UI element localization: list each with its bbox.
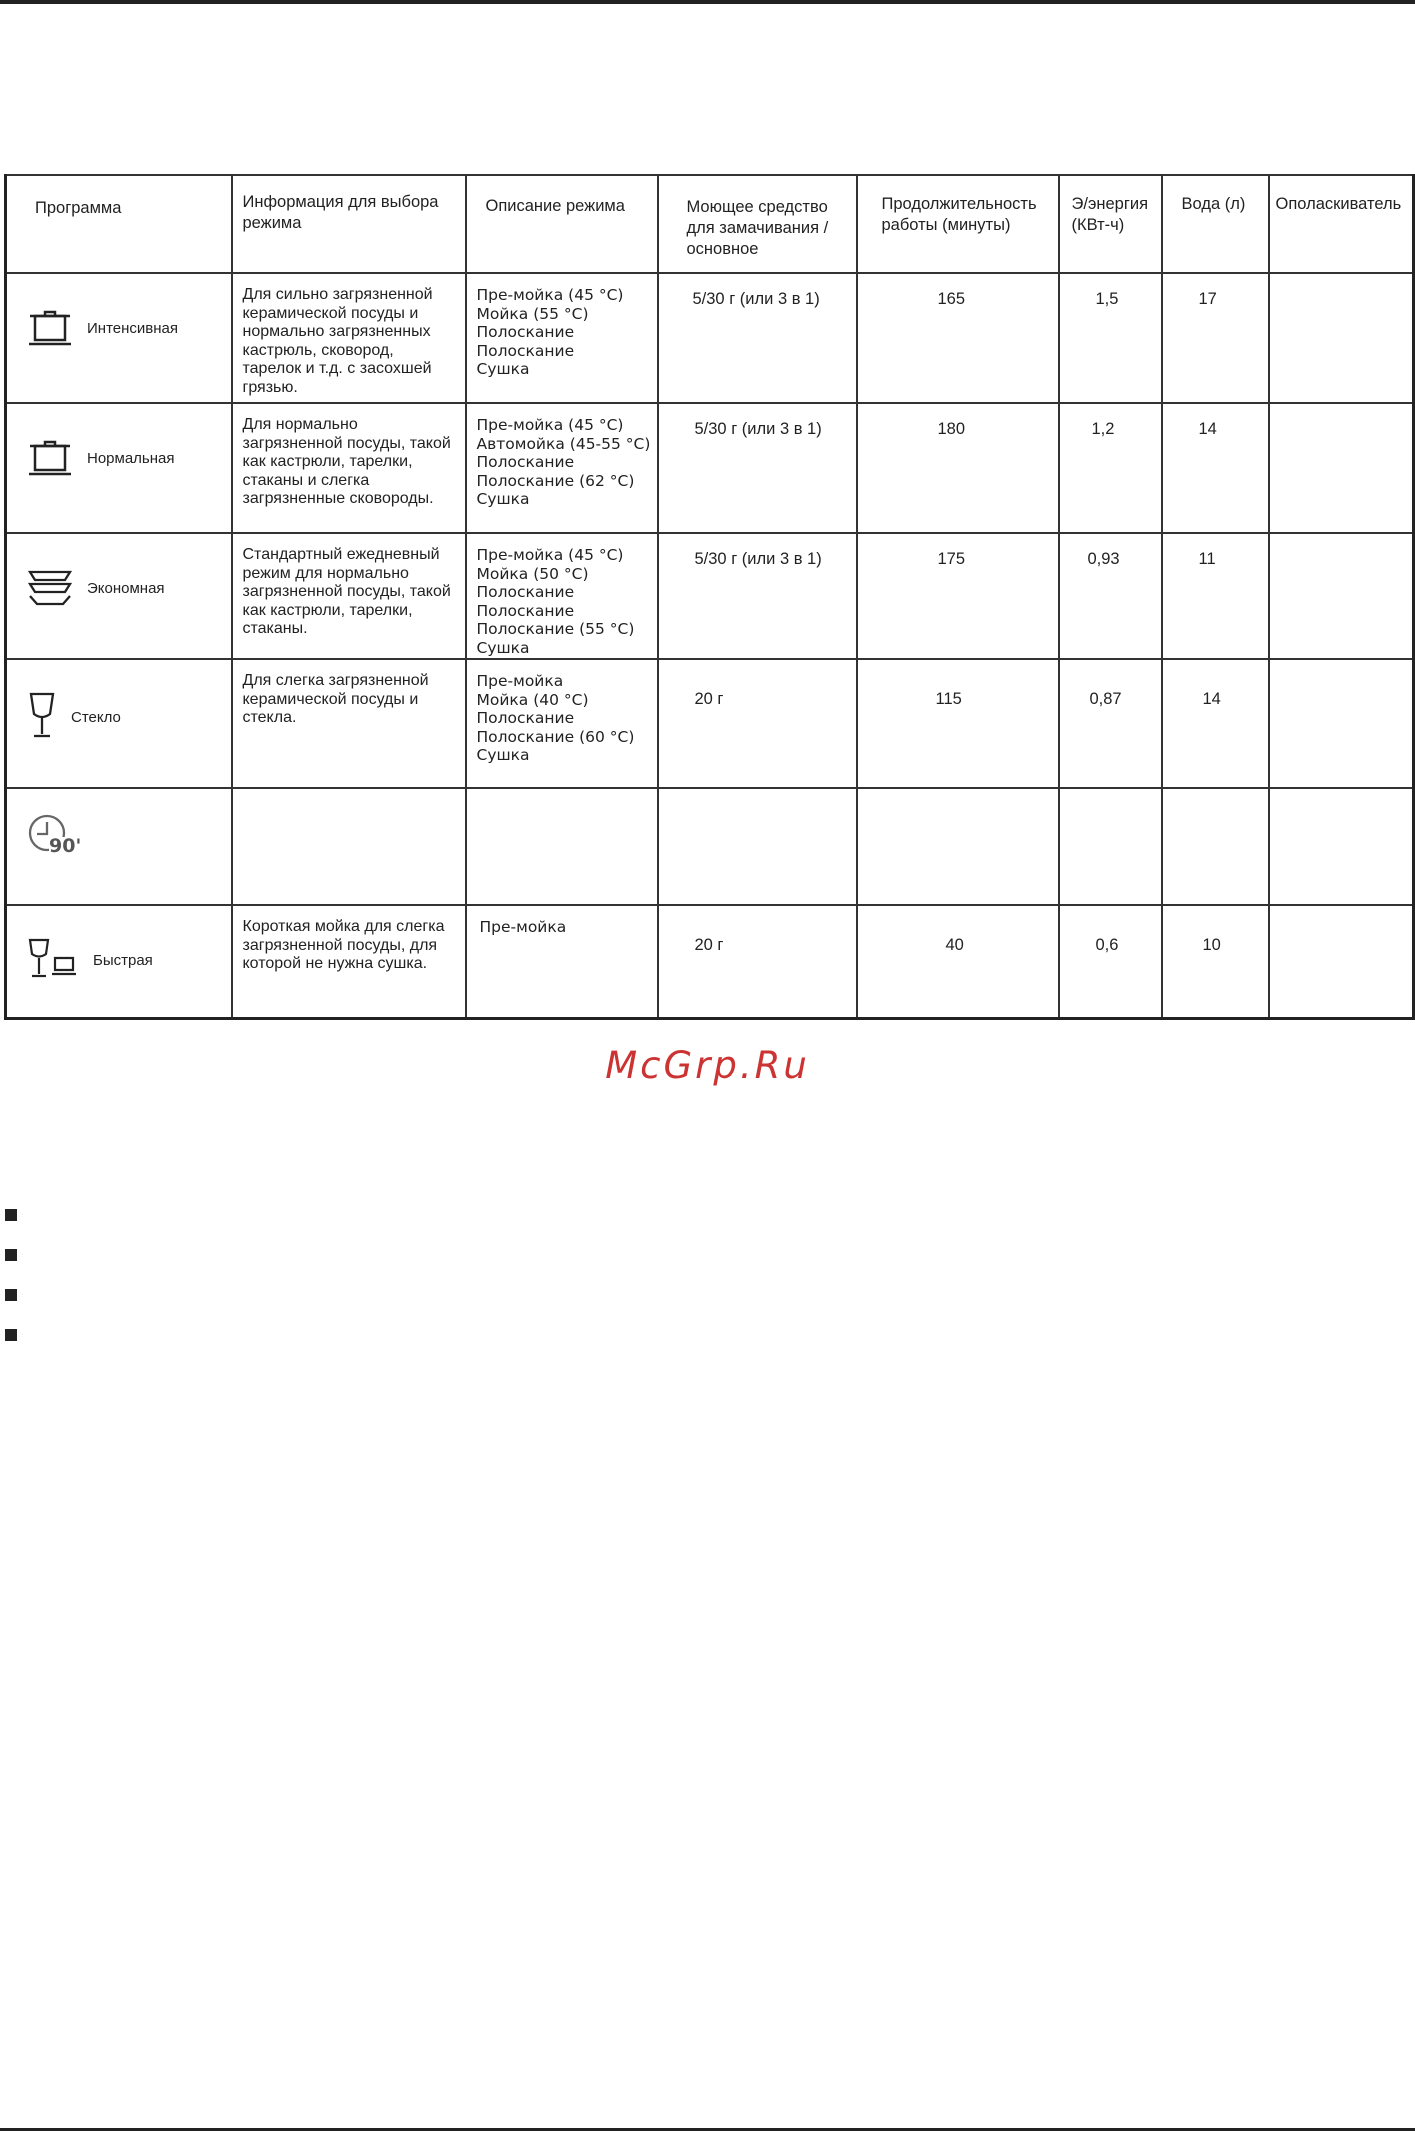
description-step: Полоскание (60 °C) xyxy=(476,727,635,746)
header-detergent: Моющее средство для замачивания /основное xyxy=(658,175,857,273)
detergent-cell: 5/30 г (или 3 в 1) xyxy=(658,403,857,533)
program-name: Интенсивная xyxy=(87,320,178,337)
detergent-cell: 5/30 г (или 3 в 1) xyxy=(658,533,857,659)
energy-cell: 1,5 xyxy=(1059,273,1162,403)
program-table xyxy=(4,174,1415,1020)
description-cell xyxy=(466,533,658,659)
water-cell: 10 xyxy=(1162,905,1269,1018)
bullet-square xyxy=(5,1289,17,1301)
table-row xyxy=(6,905,1414,1018)
rinse-aid-cell xyxy=(1269,905,1414,1018)
table-row xyxy=(6,533,1414,659)
duration-cell: 180 xyxy=(857,403,1059,533)
bullet-list xyxy=(5,1209,17,1369)
table-row xyxy=(6,788,1414,905)
top-rule xyxy=(0,0,1415,4)
table-row xyxy=(6,659,1414,788)
program-cell xyxy=(6,533,232,659)
description-step: Полоскание xyxy=(476,601,575,620)
plates-icon xyxy=(27,564,73,613)
energy-cell xyxy=(1059,788,1162,905)
program-cell xyxy=(6,659,232,788)
rinse-aid-cell xyxy=(1269,403,1414,533)
description-step: Пре-мойка (45 °C) xyxy=(476,416,624,434)
description-cell xyxy=(466,403,658,533)
description-step: Сушка xyxy=(476,638,530,657)
clock-90-icon xyxy=(27,813,82,864)
description-step: Полоскание xyxy=(476,709,575,727)
program-cell xyxy=(6,403,232,533)
duration-cell: 115 xyxy=(857,659,1059,788)
rinse-aid-cell xyxy=(1269,273,1414,403)
duration-cell: 165 xyxy=(857,273,1059,403)
detergent-cell: 20 г xyxy=(658,905,857,1018)
table-row xyxy=(6,273,1414,403)
glass-and-cup-icon xyxy=(27,936,79,985)
duration-cell xyxy=(857,788,1059,905)
header-info: Информация для выбора режима xyxy=(232,175,466,273)
energy-cell: 0,87 xyxy=(1059,659,1162,788)
description-step: Пре-мойка (45 °C) xyxy=(476,286,624,304)
description-step: Полоскание xyxy=(476,323,575,341)
description-step: Полоскание (55 °C) xyxy=(476,620,635,638)
program-cell xyxy=(6,905,232,1018)
water-cell: 14 xyxy=(1162,403,1269,533)
header-water: Вода (л) xyxy=(1162,175,1269,273)
description-step: Пре-мойка xyxy=(476,672,564,690)
table-header-row xyxy=(6,175,1414,273)
header-rinse-aid: Ополаскиватель xyxy=(1269,175,1414,273)
description-step: Сушка xyxy=(476,490,530,508)
program-cell xyxy=(6,273,232,403)
energy-cell: 0,6 xyxy=(1059,905,1162,1018)
description-step: Полоскание (62 °C) xyxy=(476,471,635,490)
energy-cell: 1,2 xyxy=(1059,403,1162,533)
detergent-cell xyxy=(658,788,857,905)
description-step: Полоскание xyxy=(476,583,575,601)
pot-icon xyxy=(27,304,73,353)
description-step: Сушка xyxy=(476,360,530,378)
watermark: McGrp.Ru xyxy=(605,1044,810,1087)
program-name: Нормальная xyxy=(87,450,175,467)
description-step: Мойка (50 °C) xyxy=(476,564,589,583)
rinse-aid-cell xyxy=(1269,659,1414,788)
description-cell xyxy=(466,788,658,905)
description-step: Полоскание xyxy=(476,453,575,471)
wine-glass-icon xyxy=(27,690,57,745)
duration-cell: 175 xyxy=(857,533,1059,659)
info-cell: Для нормально загрязненной посуды, такой как кастрюли, тарелки, стаканы и слегка загрязненные сковороды. xyxy=(232,403,466,533)
pot-icon xyxy=(27,434,73,483)
header-description: Описание режима xyxy=(466,175,658,273)
description-step: Полоскание xyxy=(476,341,575,360)
program-name: Быстрая xyxy=(93,952,153,969)
bullet-square xyxy=(5,1249,17,1261)
bottom-rule xyxy=(0,2128,1415,2131)
info-cell xyxy=(232,788,466,905)
program-name: Экономная xyxy=(87,580,165,597)
description-cell xyxy=(466,273,658,403)
header-program: Программа xyxy=(6,175,232,273)
clock-90-label: 90' xyxy=(49,835,82,857)
rinse-aid-cell xyxy=(1269,788,1414,905)
duration-cell: 40 xyxy=(857,905,1059,1018)
description-cell xyxy=(466,905,658,1018)
info-cell: Для слегка загрязненной керамической посуды и стекла. xyxy=(232,659,466,788)
info-cell: Стандартный ежедневный режим для нормально загрязненной посуды, такой как кастрюли, тарелки, стаканы. xyxy=(232,533,466,659)
energy-cell: 0,93 xyxy=(1059,533,1162,659)
description-step: Автомойка (45-55 °C) xyxy=(476,434,651,453)
water-cell: 11 xyxy=(1162,533,1269,659)
description-step: Мойка (40 °C) xyxy=(476,690,589,709)
detergent-cell: 5/30 г (или 3 в 1) xyxy=(658,273,857,403)
water-cell xyxy=(1162,788,1269,905)
info-cell: Для сильно загрязненной керамической посуды и нормально загрязненных кастрюль, сковород, тарелок и т.д. с засохшей грязью. xyxy=(232,273,466,403)
description-step: Пре-мойка xyxy=(479,918,567,936)
description-cell xyxy=(466,659,658,788)
description-step: Пре-мойка (45 °C) xyxy=(476,546,624,564)
description-step: Сушка xyxy=(476,746,530,764)
header-duration: Продолжительность работы (минуты) xyxy=(857,175,1059,273)
description-step: Мойка (55 °C) xyxy=(476,304,589,323)
program-name: Стекло xyxy=(71,709,121,726)
detergent-cell: 20 г xyxy=(658,659,857,788)
water-cell: 14 xyxy=(1162,659,1269,788)
bullet-square xyxy=(5,1329,17,1341)
rinse-aid-cell xyxy=(1269,533,1414,659)
info-cell: Короткая мойка для слегка загрязненной посуды, для которой не нужна сушка. xyxy=(232,905,466,1018)
program-cell xyxy=(6,788,232,905)
header-energy: Э/энергия (КВт-ч) xyxy=(1059,175,1162,273)
bullet-square xyxy=(5,1209,17,1221)
table-row xyxy=(6,403,1414,533)
water-cell: 17 xyxy=(1162,273,1269,403)
